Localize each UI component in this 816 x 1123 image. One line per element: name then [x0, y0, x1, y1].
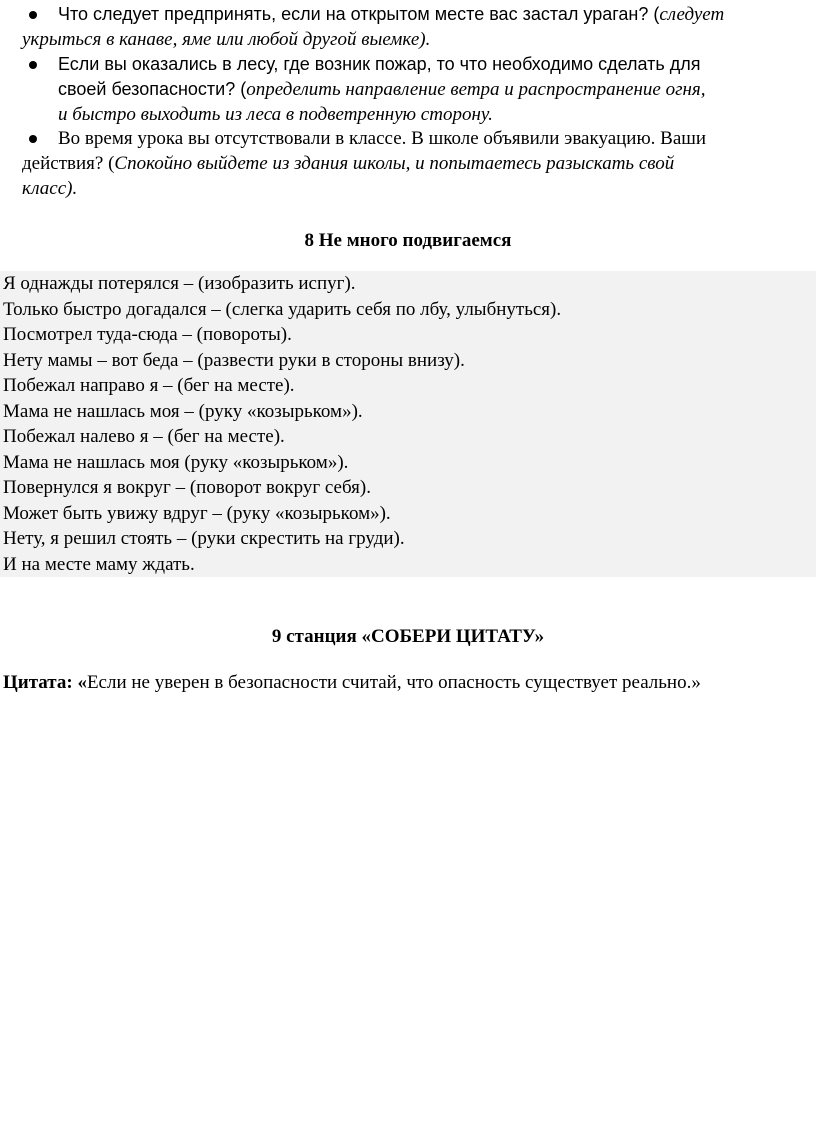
answer-text: укрыться в канаве, яме или любой другой выемке). — [22, 29, 431, 50]
exercise-line: Побежал направо я – (бег на месте). — [3, 375, 295, 396]
list-item — [22, 52, 812, 126]
exercise-line: И на месте маму ждать. — [3, 553, 195, 575]
bullet-icon — [29, 135, 37, 143]
exercise-line: Мама не нашлась моя – (руку «козырьком»). — [3, 400, 363, 422]
question-text: своей безопасности? ( — [58, 79, 247, 99]
answer-text: определить направление ветра и распространение огня, — [246, 79, 706, 100]
exercise-line: Мама не нашлась моя (руку «козырьком»). — [3, 451, 349, 473]
section-heading: 9 станция «СОБЕРИ ЦИТАТУ» — [271, 626, 545, 647]
list-item — [22, 126, 812, 202]
quote-label: Цитата: « — [3, 672, 87, 693]
answer-text: класс). — [22, 178, 78, 199]
exercise-line: Повернулся я вокруг – (поворот вокруг себя). — [3, 477, 371, 498]
question-text: действия? ( — [22, 153, 115, 174]
bullet-icon — [29, 61, 37, 69]
exercise-line: Побежал налево я – (бег на месте). — [3, 426, 285, 447]
answer-text: следует — [659, 4, 725, 25]
section-heading: 8 Не много подвигаемся — [304, 230, 512, 251]
exercise-block — [0, 271, 816, 577]
exercise-line: Посмотрел туда-сюда – (повороты). — [3, 324, 292, 345]
bullet-icon — [29, 11, 37, 19]
quote-paragraph — [3, 670, 701, 695]
question-list — [22, 2, 812, 202]
exercise-line: Может быть увижу вдруг – (руку «козырьком»). — [3, 502, 391, 524]
answer-text: и быстро выходить из леса в подветренную сторону. — [58, 104, 493, 125]
question-text: Что следует предпринять, если на открытом месте вас застал ураган? ( — [58, 4, 660, 24]
question-text: Если вы оказались в лесу, где возник пожар, то что необходимо сделать для — [58, 54, 701, 74]
exercise-line: Я однажды потерялся – (изобразить испуг). — [3, 273, 356, 294]
exercise-line: Нету мамы – вот беда – (развести руки в стороны внизу). — [3, 349, 465, 371]
exercise-line: Только быстро догадался – (слегка ударить себя по лбу, улыбнуться). — [3, 298, 562, 320]
quote-text: Если не уверен в безопасности считай, что опасность существует реально.» — [86, 672, 701, 693]
answer-text: Спокойно выйдете из здания школы, и попытаетесь разыскать свой — [114, 153, 675, 174]
exercise-line: Нету, я решил стоять – (руки скрестить на груди). — [3, 528, 405, 549]
question-text: Во время урока вы отсутствовали в классе. В школе объявили эвакуацию. Ваши — [58, 128, 707, 149]
list-item — [22, 2, 812, 52]
